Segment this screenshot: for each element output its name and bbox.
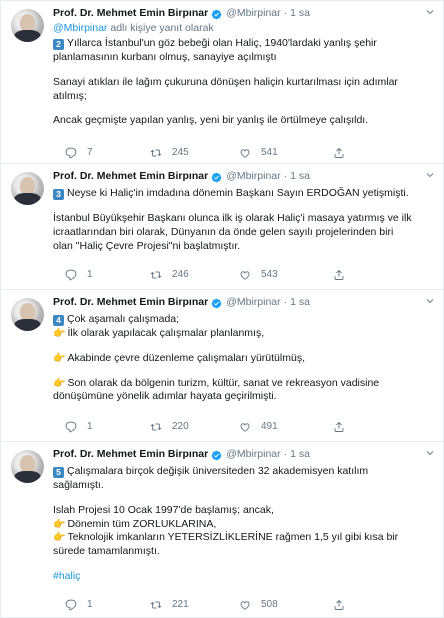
share-button[interactable] [333, 268, 345, 282]
reply-context [53, 22, 435, 36]
tweet-header [53, 170, 435, 184]
reply-button[interactable] [65, 598, 93, 612]
chevron-down-icon[interactable] [425, 296, 435, 306]
pointing-hand-icon: 👉 [53, 377, 66, 389]
tweet[interactable] [1, 1, 443, 164]
tweet-line: Islah Projesi 10 Ocak 1997'de başlamış; ancak, [53, 503, 274, 516]
author-name[interactable]: Prof. Dr. Mehmet Emin Birpınar [53, 170, 209, 183]
tweet-text [53, 465, 435, 584]
author-handle[interactable]: @Mbirpinar [226, 448, 281, 461]
heart-icon [239, 147, 251, 159]
author-name[interactable]: Prof. Dr. Mehmet Emin Birpınar [53, 296, 209, 309]
keycap-number-icon: 5 [53, 467, 64, 478]
chevron-down-icon[interactable] [425, 170, 435, 180]
share-button[interactable] [333, 146, 345, 160]
avatar[interactable] [11, 9, 44, 42]
author-handle[interactable]: @Mbirpinar [226, 296, 281, 309]
tweet-line: Ancak geçmişte yapılan yanlış, yeni bir yanlış ile örtülmeye çalışıldı. [53, 114, 369, 127]
like-count: 491 [261, 421, 278, 433]
reply-button[interactable] [65, 420, 93, 434]
tweet-line: Çalışmalara birçok değişik üniversiteden 32 akademisyen katılım [67, 465, 369, 477]
tweet-actions [53, 598, 443, 612]
tweet-actions [53, 420, 443, 434]
tweet[interactable] [1, 164, 443, 290]
verified-badge-icon [211, 450, 222, 461]
retweet-count: 245 [172, 147, 189, 159]
retweet-count: 221 [172, 599, 189, 611]
reply-count: 1 [87, 269, 93, 281]
tweet-line: planlamasının kurbanı olmuş, sanayiye açılmıştı [53, 50, 277, 63]
tweet-line: sürede tamamlanmıştı. [53, 545, 160, 558]
tweet-text [53, 187, 435, 253]
separator-dot: · [283, 170, 288, 183]
tweet-header [53, 296, 435, 310]
avatar[interactable] [11, 172, 44, 205]
retweet-button[interactable] [150, 598, 189, 612]
reply-count: 1 [87, 421, 93, 433]
pointing-hand-icon: 👉 [53, 352, 66, 364]
heart-icon [239, 269, 251, 281]
timestamp[interactable]: 1 sa [290, 448, 310, 461]
author-handle[interactable]: @Mbirpinar [226, 7, 281, 20]
retweet-button[interactable] [150, 146, 189, 160]
tweet-line: dönüşümüne yönelik adımlar hayata geçirilmişti. [53, 390, 277, 403]
tweet-line: Dönemin tüm ZORLUKLARINA, [67, 517, 217, 530]
reply-context-text: adlı kişiye yanıt olarak [107, 22, 214, 34]
tweet-line: İstanbul Büyükşehir Başkanı olunca ilk iş olarak Haliç'i masaya yatırmış ve ilk [53, 211, 412, 224]
reply-button[interactable] [65, 146, 93, 160]
reply-mention-link[interactable]: @Mbirpinar [53, 22, 108, 34]
share-icon [333, 269, 345, 281]
avatar[interactable] [11, 298, 44, 331]
like-button[interactable] [239, 146, 278, 160]
pointing-hand-icon: 👉 [53, 518, 66, 530]
tweet-line: Son olarak da bölgenin turizm, kültür, sanat ve rekreasyon vadisine [67, 376, 380, 389]
chevron-down-icon[interactable] [425, 7, 435, 17]
separator-dot: · [283, 296, 288, 309]
tweet-line: Sanayi atıkları ile lağım çukuruna dönüşen haliçin kurtarılması için adımlar [53, 75, 398, 88]
tweet-header [53, 448, 435, 462]
share-icon [333, 147, 345, 159]
tweet-actions [53, 268, 443, 282]
hashtag-link[interactable]: #haliç [53, 570, 81, 583]
tweet-actions [53, 146, 443, 160]
reply-icon [65, 599, 77, 611]
pointing-hand-icon: 👉 [53, 532, 66, 544]
reply-count: 1 [87, 599, 93, 611]
retweet-icon [150, 147, 162, 159]
pointing-hand-icon: 👉 [53, 327, 66, 339]
verified-badge-icon [211, 9, 222, 20]
retweet-count: 246 [172, 269, 189, 281]
like-button[interactable] [239, 598, 278, 612]
tweet-line: olan "Haliç Çevre Projesi"ni başlatmıştır. [53, 239, 241, 252]
timestamp[interactable]: 1 sa [290, 296, 310, 309]
timestamp[interactable]: 1 sa [290, 170, 310, 183]
reply-icon [65, 147, 77, 159]
separator-dot: · [283, 448, 288, 461]
reply-button[interactable] [65, 268, 93, 282]
timestamp[interactable]: 1 sa [290, 7, 310, 20]
verified-badge-icon [211, 298, 222, 309]
tweet-line: atılmış; [53, 89, 87, 102]
verified-badge-icon [211, 172, 222, 183]
author-name[interactable]: Prof. Dr. Mehmet Emin Birpınar [53, 448, 209, 461]
tweet-line: Akabinde çevre düzenleme çalışmaları yürütülmüş, [67, 351, 305, 364]
reply-icon [65, 269, 77, 281]
heart-icon [239, 599, 251, 611]
tweet-line: Teknolojik imkanların YETERSİZLİKLERİNE rağmen 1,5 yıl gibi kısa bir [67, 531, 399, 544]
keycap-number-icon: 4 [53, 315, 64, 326]
share-button[interactable] [333, 598, 345, 612]
keycap-number-icon: 3 [53, 189, 64, 200]
chevron-down-icon[interactable] [425, 448, 435, 458]
tweet-text [53, 37, 435, 128]
separator-dot: · [283, 7, 288, 20]
share-icon [333, 421, 345, 433]
tweet-line: sağlamıştı. [53, 478, 104, 491]
reply-count: 7 [87, 147, 93, 159]
author-name[interactable]: Prof. Dr. Mehmet Emin Birpınar [53, 7, 209, 20]
heart-icon [239, 421, 251, 433]
like-count: 543 [261, 269, 278, 281]
tweet-line: İlk olarak yapılacak çalışmalar planlanmış, [67, 326, 265, 339]
share-icon [333, 599, 345, 611]
retweet-icon [150, 269, 162, 281]
tweet-line: Çok aşamalı çalışmada; [67, 313, 180, 325]
author-handle[interactable]: @Mbirpinar [226, 170, 281, 183]
like-button[interactable] [239, 420, 278, 434]
tweet-text [53, 313, 435, 404]
retweet-count: 220 [172, 421, 189, 433]
retweet-button[interactable] [150, 420, 189, 434]
tweet-line: icraatlarından biri olarak, Dünyanın da önde gelen sayılı projelerinden biri [53, 225, 394, 238]
like-button[interactable] [239, 268, 278, 282]
share-button[interactable] [333, 420, 345, 434]
keycap-number-icon: 2 [53, 39, 64, 50]
retweet-icon [150, 599, 162, 611]
tweet-header [53, 7, 435, 21]
reply-icon [65, 421, 77, 433]
retweet-icon [150, 421, 162, 433]
tweet-line: Neyse ki Haliç'in imdadına dönemin Başkanı Sayın ERDOĞAN yetişmişti. [67, 187, 409, 199]
like-count: 508 [261, 599, 278, 611]
avatar[interactable] [11, 450, 44, 483]
like-count: 541 [261, 147, 278, 159]
tweet[interactable] [1, 442, 443, 618]
tweet[interactable] [1, 290, 443, 442]
retweet-button[interactable] [150, 268, 189, 282]
tweet-line: Yıllarca İstanbul'un göz bebeği olan Haliç, 1940'lardaki yanlış şehir [67, 37, 377, 49]
